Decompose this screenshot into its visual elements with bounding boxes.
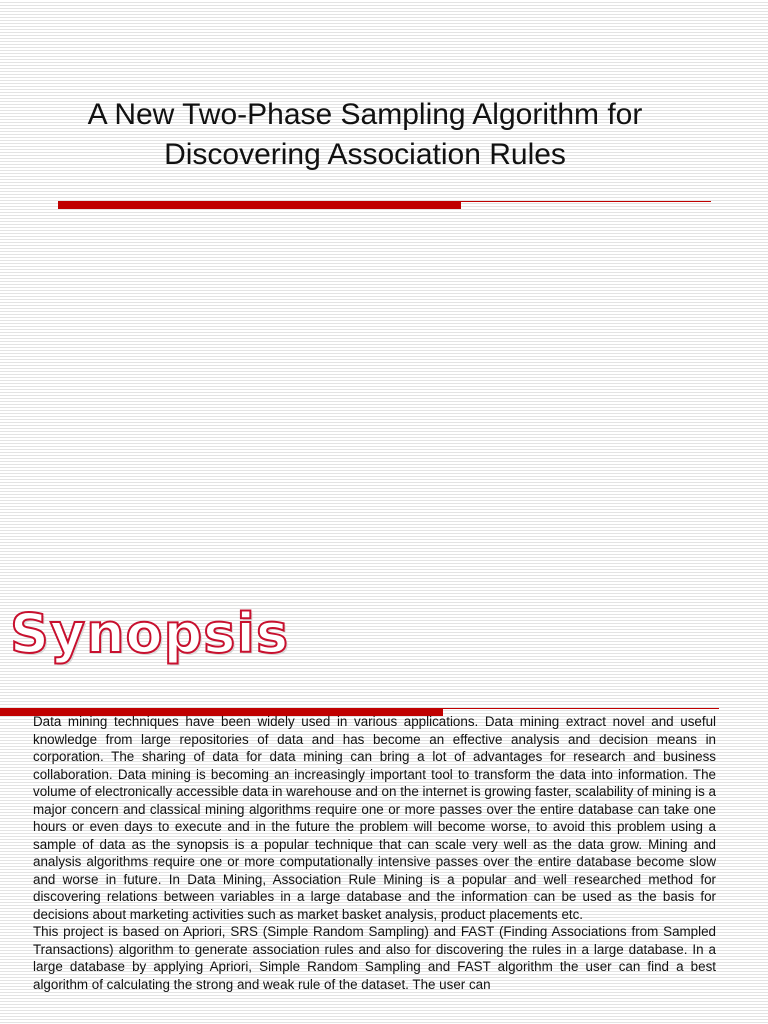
slide-title-text: A New Two-Phase Sampling Algorithm for Discovering Association Rules [87, 98, 643, 171]
heading-underline-thin [443, 708, 719, 709]
synopsis-body [33, 713, 716, 993]
synopsis-heading: Synopsis [10, 602, 290, 665]
title-underline-thick [58, 201, 461, 209]
title-underline-thin [461, 201, 711, 202]
synopsis-paragraph-1: Data mining techniques have been widely used in various applications. Data mining extract novel and useful knowledge from large repositories of data and has become an effective analysis and decision means in corporation. The sharing of data for data mining can bring a lot of advantages for research and business collaboration. Data mining is becoming an increasingly important tool to transform the data into information. The volume of electronically accessible data in warehouse and on the internet is growing faster, scalability of mining is a major concern and classical mining algorithms require one or more passes over the entire database can take one hours or even days to execute and in the future the problem will become worse, to avoid this problem using a sample of data as the synopsis is a popular technique that can scale very well as the data grow. Mining and analysis algorithms require one or more computationally intensive passes over the entire database become slow and worse in future. In Data Mining, Association Rule Mining is a popular and well researched method for discovering relations between variables in a large database and the information can be used as the basis for decisions about marketing activities such as market basket analysis, product placements etc. [33, 714, 716, 922]
synopsis-paragraph-2: This project is based on Apriori, SRS (Simple Random Sampling) and FAST (Finding Associations from Sampled Transactions) algorithm to generate association rules and also for discovering the rules in a large database. In a large database by applying Apriori, Simple Random Sampling and FAST algorithm the user can find a best algorithm of calculating the strong and weak rule of the dataset. The user can [33, 924, 716, 992]
slide-synopsis [0, 580, 768, 1024]
